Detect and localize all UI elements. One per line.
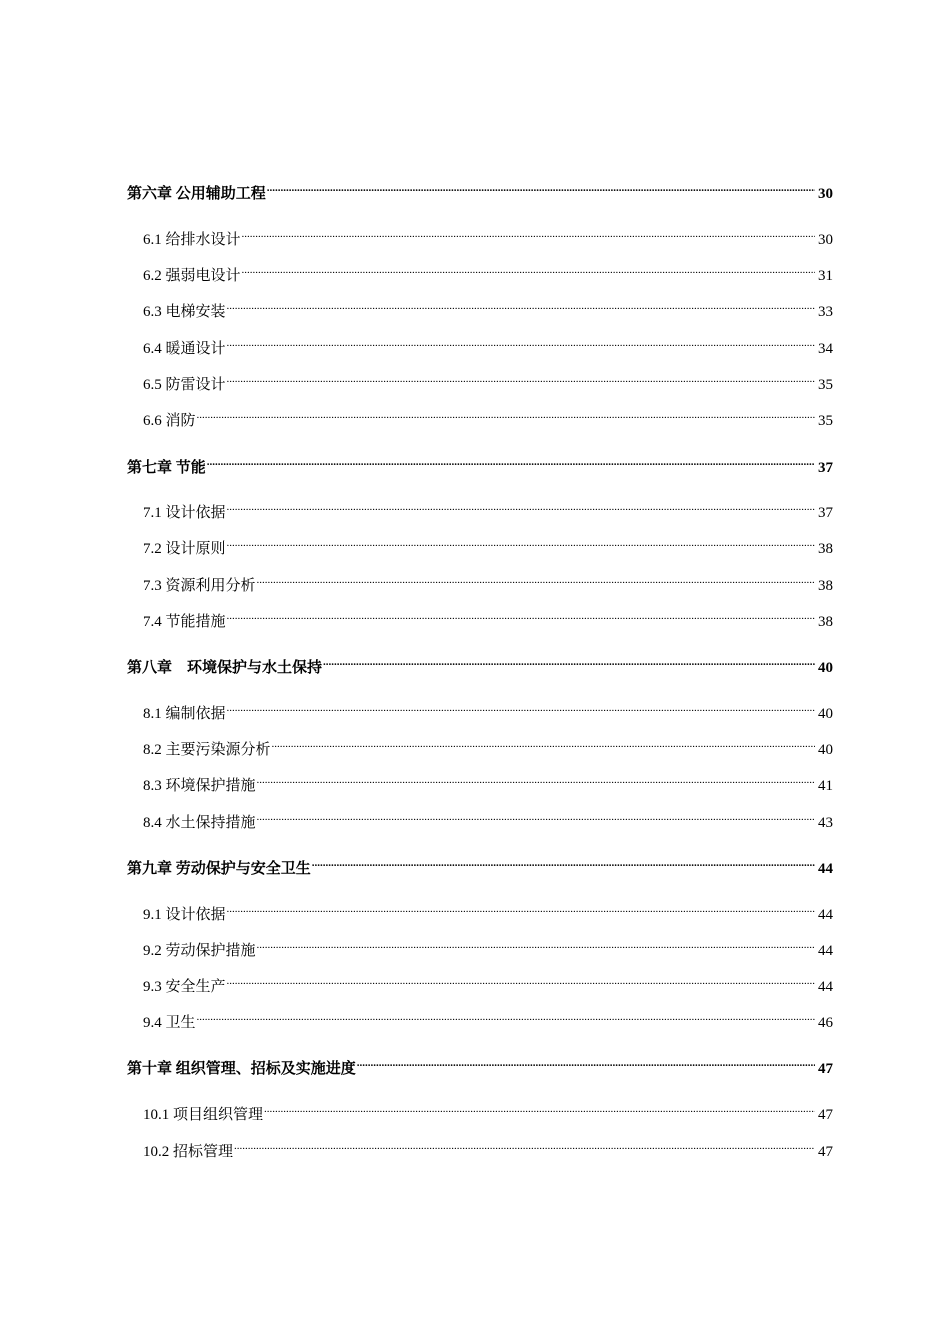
toc-entry-title: 第九章 劳动保护与安全卫生 — [127, 861, 311, 877]
toc-page-number: 44 — [818, 861, 833, 877]
toc-section-7-3[interactable] — [143, 566, 833, 594]
toc-section-7-4[interactable] — [143, 602, 833, 630]
toc-section-9-3[interactable] — [143, 967, 833, 995]
toc-page-number: 44 — [818, 979, 833, 995]
toc-page-number: 38 — [818, 541, 833, 557]
toc-page-number: 44 — [818, 943, 833, 959]
toc-page-number: 38 — [818, 614, 833, 630]
toc-entry-title: 7.1 设计依据 — [143, 505, 226, 521]
toc-entry-title: 10.2 招标管理 — [143, 1144, 234, 1160]
toc-page-number: 43 — [818, 815, 833, 831]
dot-leader — [256, 931, 815, 955]
dot-leader — [271, 730, 815, 754]
dot-leader — [196, 1003, 815, 1027]
toc-section-6-6[interactable] — [143, 401, 833, 429]
toc-section-6-3[interactable] — [143, 292, 833, 320]
toc-entry-title: 10.1 项目组织管理 — [143, 1107, 264, 1123]
toc-page-number: 34 — [818, 341, 833, 357]
dot-leader — [196, 401, 815, 425]
toc-entry-title: 6.1 给排水设计 — [143, 232, 241, 248]
dot-leader — [256, 803, 815, 827]
toc-page-number: 31 — [818, 268, 833, 284]
dot-leader — [226, 365, 815, 389]
toc-entry-title: 第七章 节能 — [127, 460, 206, 476]
toc-section-8-3[interactable] — [143, 766, 833, 794]
toc-entry-title: 7.4 节能措施 — [143, 614, 226, 630]
toc-section-7-1[interactable] — [143, 493, 833, 521]
toc-page-number: 38 — [818, 578, 833, 594]
dot-leader — [241, 220, 815, 244]
toc-section-10-1[interactable] — [143, 1095, 833, 1123]
toc-section-6-4[interactable] — [143, 329, 833, 357]
toc-section-9-4[interactable] — [143, 1003, 833, 1031]
toc-page-number: 30 — [818, 186, 833, 202]
toc-entry-title: 第十章 组织管理、招标及实施进度 — [127, 1061, 356, 1077]
toc-page-number: 41 — [818, 778, 833, 794]
dot-leader — [241, 256, 815, 280]
dot-leader — [226, 602, 815, 626]
toc-page-number: 30 — [818, 232, 833, 248]
dot-leader — [266, 174, 815, 198]
dot-leader — [226, 967, 815, 991]
toc-entry-title: 8.3 环境保护措施 — [143, 778, 256, 794]
toc-page-number: 47 — [818, 1061, 833, 1077]
toc-section-8-2[interactable] — [143, 730, 833, 758]
toc-entry-title: 8.4 水土保持措施 — [143, 815, 256, 831]
toc-section-6-1[interactable] — [143, 220, 833, 248]
toc-chapter-6[interactable] — [127, 174, 833, 202]
dot-leader — [226, 694, 815, 718]
dot-leader — [263, 1095, 815, 1119]
toc-page-number: 35 — [818, 377, 833, 393]
toc-section-7-2[interactable] — [143, 529, 833, 557]
toc-entry-title: 7.2 设计原则 — [143, 541, 226, 557]
toc-entry-title: 6.3 电梯安装 — [143, 304, 226, 320]
toc-page-number: 40 — [818, 742, 833, 758]
dot-leader — [356, 1049, 815, 1073]
toc-page-number: 47 — [818, 1107, 833, 1123]
toc-chapter-8[interactable] — [127, 648, 833, 676]
toc-page-number: 40 — [818, 706, 833, 722]
toc-entry-title: 7.3 资源利用分析 — [143, 578, 256, 594]
toc-page-number: 35 — [818, 413, 833, 429]
dot-leader — [256, 566, 815, 590]
toc-page-number: 46 — [818, 1015, 833, 1031]
toc-chapter-10[interactable] — [127, 1049, 833, 1077]
toc-entry-title: 6.5 防雷设计 — [143, 377, 226, 393]
toc-entry-title: 第六章 公用辅助工程 — [127, 186, 266, 202]
dot-leader — [226, 493, 815, 517]
toc-section-9-1[interactable] — [143, 895, 833, 923]
toc-entry-title: 9.1 设计依据 — [143, 907, 226, 923]
toc-chapter-9[interactable] — [127, 849, 833, 877]
dot-leader — [226, 292, 815, 316]
toc-page-number: 37 — [818, 460, 833, 476]
toc-chapter-7[interactable] — [127, 448, 833, 476]
dot-leader — [311, 849, 815, 873]
toc-page-number: 47 — [818, 1144, 833, 1160]
dot-leader — [226, 329, 815, 353]
toc-entry-title: 8.1 编制依据 — [143, 706, 226, 722]
toc-entry-title: 6.4 暖通设计 — [143, 341, 226, 357]
toc-section-6-5[interactable] — [143, 365, 833, 393]
dot-leader — [206, 448, 815, 472]
toc-entry-title: 8.2 主要污染源分析 — [143, 742, 271, 758]
toc-entry-title: 9.3 安全生产 — [143, 979, 226, 995]
dot-leader — [322, 648, 815, 672]
dot-leader — [226, 529, 815, 553]
toc-section-8-1[interactable] — [143, 694, 833, 722]
toc-page-number: 40 — [818, 660, 833, 676]
toc-entry-title: 6.6 消防 — [143, 413, 196, 429]
toc-entry-title: 9.2 劳动保护措施 — [143, 943, 256, 959]
toc-entry-title: 9.4 卫生 — [143, 1015, 196, 1031]
dot-leader — [233, 1132, 815, 1156]
toc-section-8-4[interactable] — [143, 803, 833, 831]
toc-section-9-2[interactable] — [143, 931, 833, 959]
toc-entry-title: 6.2 强弱电设计 — [143, 268, 241, 284]
toc-page-number: 44 — [818, 907, 833, 923]
toc-page-number: 33 — [818, 304, 833, 320]
dot-leader — [226, 895, 815, 919]
dot-leader — [256, 766, 815, 790]
toc-section-10-2[interactable] — [143, 1132, 833, 1160]
toc-page-number: 37 — [818, 505, 833, 521]
toc-section-6-2[interactable] — [143, 256, 833, 284]
toc-entry-title: 第八章 环境保护与水土保持 — [127, 660, 323, 676]
